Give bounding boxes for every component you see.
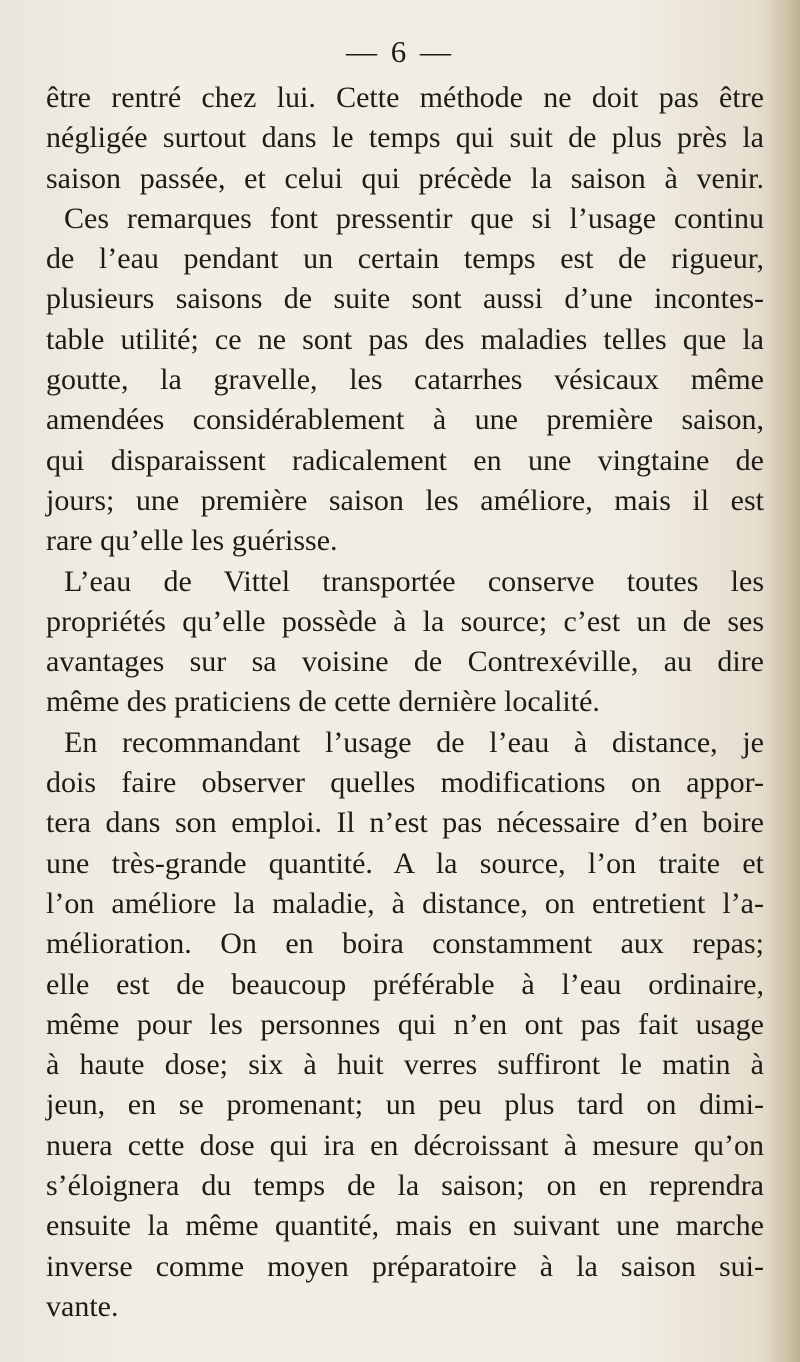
text-line: avantages sur sa voisine de Contrexéville, au dire [46,645,764,679]
text-line: même pour les personnes qui n’en ont pas fait usage [46,1007,764,1041]
page-edge-shadow [766,0,800,1362]
text-line: rare qu’elle les guérisse. [46,524,338,558]
text-line: propriétés qu’elle possède à la source; c’est un de ses [46,604,764,638]
text-line: s’éloignera du temps de la saison; on en reprendra [46,1169,764,1203]
text-line: même des praticiens de cette dernière localité. [46,685,600,719]
text-line: Ces remarques font pressentir que si l’usage continu [64,201,764,235]
text-line: jeun, en se promenant; un peu plus tard on dimi- [46,1088,764,1122]
text-line: dois faire observer quelles modifications on appor- [46,766,764,800]
text-line: mélioration. On en boira constamment aux repas; [46,927,764,961]
text-line: L’eau de Vittel transportée conserve toutes les [64,564,764,598]
text-line: de l’eau pendant un certain temps est de rigueur, [46,242,764,276]
text-line: amendées considérablement à une première saison, [46,403,764,437]
text-line: vante. [46,1289,119,1323]
text-line: inverse comme moyen préparatoire à la saison sui- [46,1249,764,1283]
text-line: En recommandant l’usage de l’eau à distance, je [64,725,764,759]
page-number-header: — 6 — [346,34,454,69]
text-line: plusieurs saisons de suite sont aussi d’une incontes- [46,282,764,316]
text-line: saison passée, et celui qui précède la saison à venir. [46,161,764,195]
text-line: l’on améliore la maladie, à distance, on entretient l’a- [46,886,764,920]
text-line: à haute dose; six à huit verres suffiront le matin à [46,1048,764,1082]
body-text [46,78,764,1327]
text-line: négligée surtout dans le temps qui suit de plus près la [46,121,764,155]
text-line: goutte, la gravelle, les catarrhes vésicaux même [46,363,764,397]
text-line: qui disparaissent radicalement en une vingtaine de [46,443,764,477]
text-line: elle est de beaucoup préférable à l’eau ordinaire, [46,967,764,1001]
text-line: une très-grande quantité. A la source, l’on traite et [46,846,764,880]
text-line: table utilité; ce ne sont pas des maladies telles que la [46,322,764,356]
text-line: ensuite la même quantité, mais en suivant une marche [46,1209,764,1243]
text-line: être rentré chez lui. Cette méthode ne doit pas être [46,81,764,114]
text-line: nuera cette dose qui ira en décroissant à mesure qu’on [46,1128,764,1162]
text-line: tera dans son emploi. Il n’est pas nécessaire d’en boire [46,806,764,840]
text-line: jours; une première saison les améliore, mais il est [46,483,764,517]
